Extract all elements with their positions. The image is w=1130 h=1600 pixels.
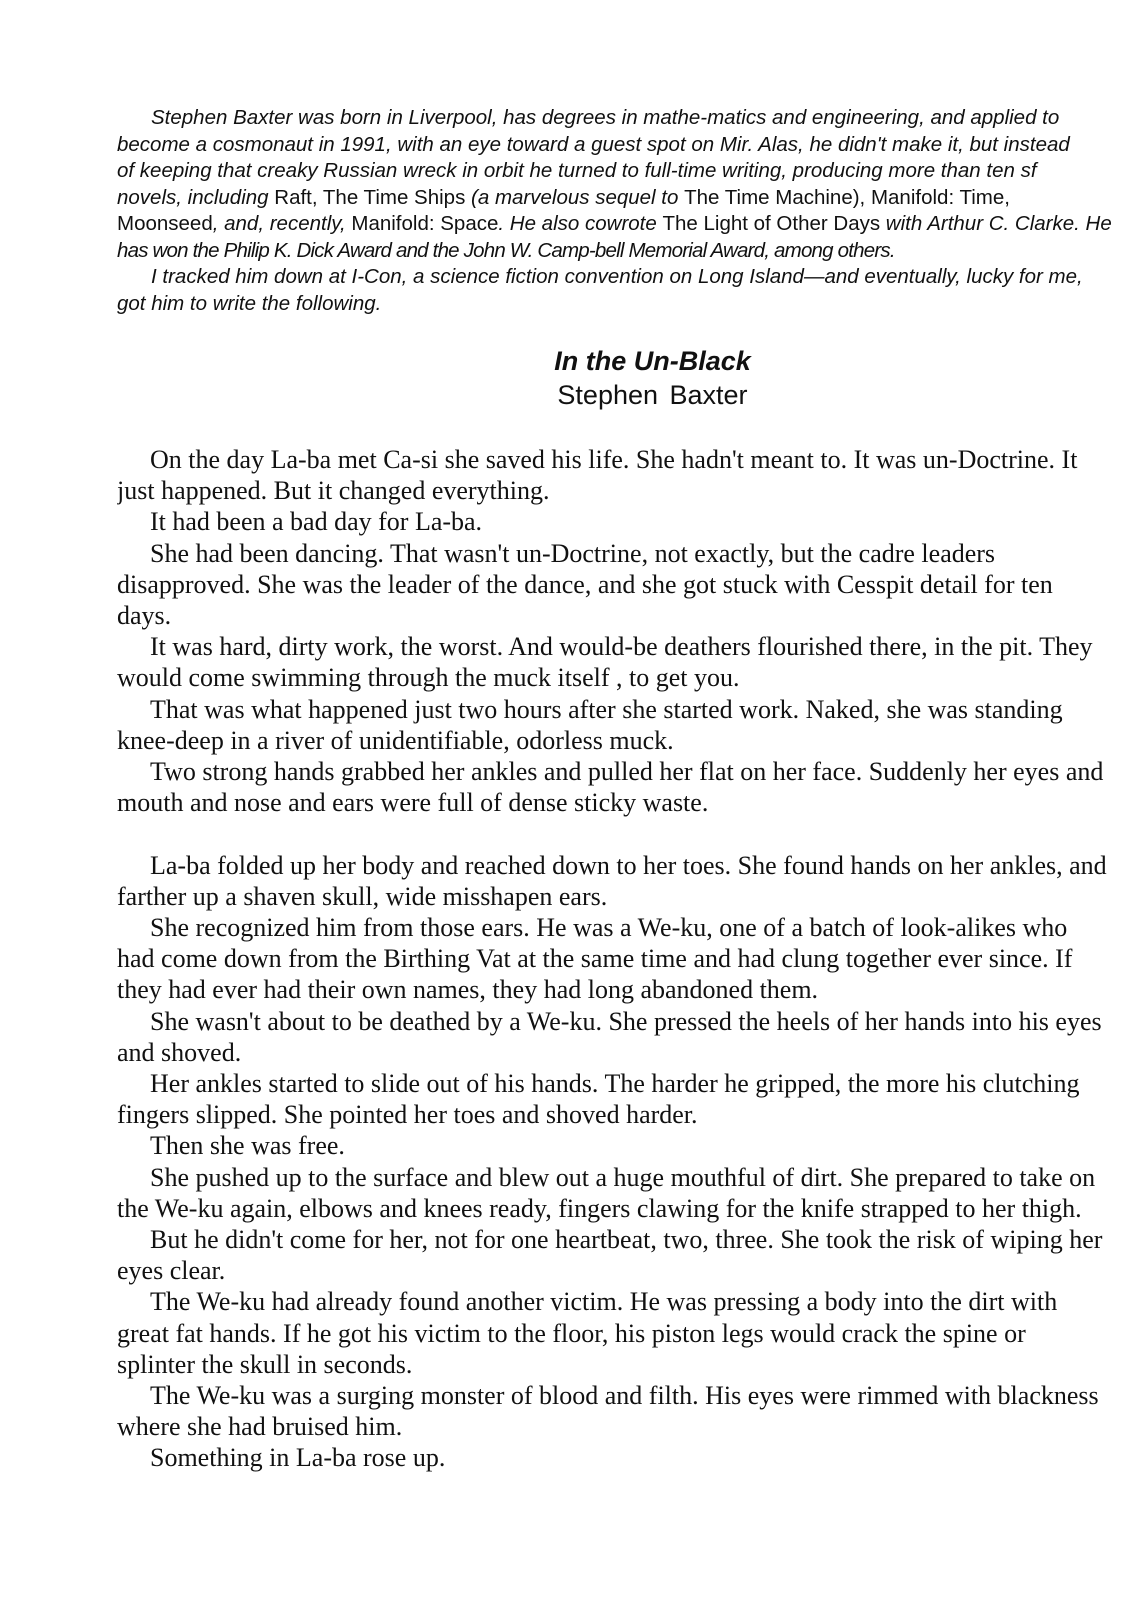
book-title: Raft [274, 185, 312, 209]
story-line: It was hard, dirty work, the worst. And would-be deathers flourished there, in the pit. They [150, 632, 1093, 662]
intro-line: of keeping that creaky Russian wreck in orbit he turned to full-time writing, producing more than ten sf [117, 159, 1037, 182]
book-title: Manifold: Space [351, 212, 499, 235]
story-line: La-ba folded up her body and reached down to her toes. She found hands on her ankles, and [150, 850, 1107, 880]
story-line: Then she was free. [150, 1131, 345, 1161]
book-title: The Light of Other Days [662, 212, 881, 235]
story-line: Something in La-ba rose up. [150, 1443, 446, 1473]
book-title: Manifold: Time [870, 185, 1005, 209]
story-line: knee-deep in a river of unidentifiable, odorless muck. [117, 725, 674, 755]
story-heading [117, 344, 1130, 412]
story-line: splinter the skull in seconds. [117, 1349, 413, 1379]
story-line: She wasn't about to be deathed by a We-ku. She pressed the heels of her hands into his eyes [150, 1006, 1102, 1036]
story-line: fingers slipped. She pointed her toes and shoved harder. [117, 1100, 698, 1130]
story-line: Her ankles started to slide out of his hands. The harder he gripped, the more his clutching [150, 1069, 1080, 1099]
story-line: It had been a bad day for La-ba. [150, 507, 483, 537]
book-title: The Time Ships [322, 185, 466, 209]
story-line: and shoved. [117, 1037, 242, 1067]
story-line: But he didn't come for her, not for one heartbeat, two, three. She took the risk of wiping her [150, 1225, 1103, 1255]
story-line: farther up a shaven skull, wide misshapen ears. [117, 881, 608, 911]
intro-line: I tracked him down at I-Con, a science fiction convention on Long Island—and eventually, lucky for me, [151, 265, 1083, 288]
author-intro [117, 105, 1130, 317]
story-line: had come down from the Birthing Vat at the same time and had clung together ever since. If [117, 944, 1073, 974]
story-line: On the day La-ba met Ca-si she saved his life. She hadn't meant to. It was un-Doctrine. It [150, 445, 1078, 474]
story-line: Two strong hands grabbed her ankles and pulled her flat on her face. Suddenly her eyes and [150, 757, 1104, 787]
intro-line: Stephen Baxter was born in Liverpool, has degrees in mathe-matics and engineering, and applied to [151, 106, 1060, 129]
book-title: Moonseed [117, 212, 213, 235]
page [117, 105, 1130, 1474]
paragraph-gap [117, 818, 1130, 849]
story-line: great fat hands. If he got his victim to the floor, his piston legs would crack the spine or [117, 1318, 1026, 1348]
story-line: days. [117, 601, 172, 631]
book-title: The Time Machine [684, 185, 853, 209]
story-line: where she had bruised him. [117, 1412, 403, 1442]
story-body [117, 444, 1130, 1474]
story-line: mouth and nose and ears were full of dense sticky waste. [117, 788, 709, 818]
story-line: would come swimming through the muck itself , to get you. [117, 663, 740, 693]
intro-paragraph-1 [117, 105, 1130, 264]
story-line: eyes clear. [117, 1256, 226, 1286]
story-line: the We-ku again, elbows and knees ready, fingers clawing for the knife strapped to her thigh. [117, 1193, 1082, 1223]
intro-line: Moonseed, and, recently, Manifold: Space. He also cowrote The Light of Other Days with Arthur C. Clarke. He [117, 212, 1112, 235]
story-line: The We-ku was a surging monster of blood and filth. His eyes were rimmed with blackness [150, 1381, 1099, 1411]
intro-line: got him to write the following. [117, 291, 382, 315]
intro-paragraph-2 [117, 264, 1130, 317]
story-line: they had ever had their own names, they had long abandoned them. [117, 975, 819, 1005]
intro-line: novels, including Raft, The Time Ships (a marvelous sequel to The Time Machine), Manifold: Time, [117, 185, 1010, 209]
story-line: She pushed up to the surface and blew out a huge mouthful of dirt. She prepared to take on [150, 1162, 1096, 1192]
story-author: Stephen Baxter [557, 380, 748, 410]
intro-line: become a cosmonaut in 1991, with an eye toward a guest spot on Mir. Alas, he didn't make it, but instead [117, 132, 1070, 156]
story-line: disapproved. She was the leader of the dance, and she got stuck with Cesspit detail for ten [117, 569, 1053, 599]
story-line: just happened. But it changed everything. [117, 476, 550, 506]
story-line: The We-ku had already found another victim. He was pressing a body into the dirt with [150, 1287, 1058, 1317]
story-title: In the Un-Black [554, 346, 751, 376]
intro-line: has won the Philip K. Dick Award and the John W. Camp-bell Memorial Award, among others. [117, 238, 895, 262]
story-line: She recognized him from those ears. He was a We-ku, one of a batch of look-alikes who [150, 913, 1068, 943]
story-line: That was what happened just two hours after she started work. Naked, she was standing [150, 694, 1063, 724]
story-line: She had been dancing. That wasn't un-Doctrine, not exactly, but the cadre leaders [150, 538, 996, 568]
